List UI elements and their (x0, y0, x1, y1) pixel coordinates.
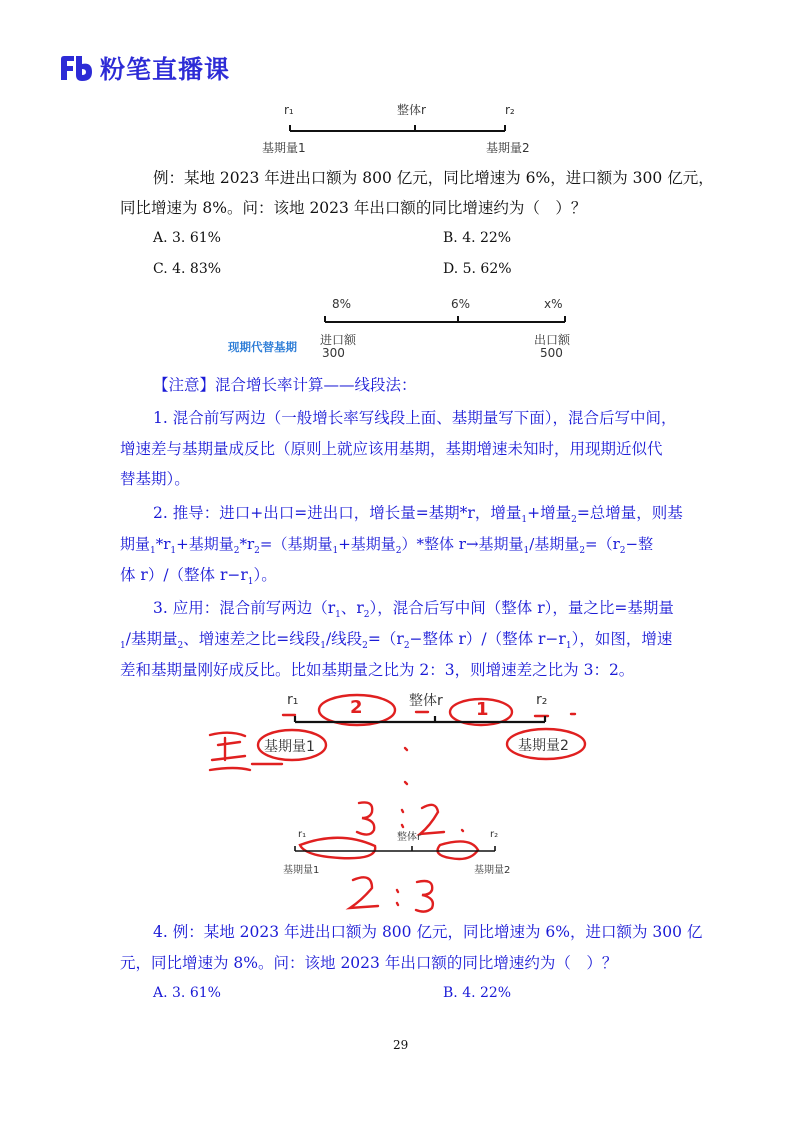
example2-line2: 元，同比增速为 8%。问：该地 2023 年出口额的同比增速约为（ ）？ (120, 954, 618, 972)
example2-option-a: A. 3. 61% (153, 985, 221, 1001)
example1-option-b: B. 4. 22% (443, 230, 512, 246)
base1-label: 基期量1 (264, 739, 315, 755)
overall-r-label: 整体r (397, 103, 426, 117)
note-p1-line1: 1. 混合前写两边（一般增长率写线段上面、基期量写下面），混合后写中间， (153, 409, 677, 427)
example2-line1: 4. 例：某地 2023 年进出口额为 800 亿元，同比增速为 6%，进口额为 300 亿 (153, 923, 703, 941)
example1-option-d: D. 5. 62% (443, 261, 512, 277)
base2-label: 基期量2 (474, 865, 511, 876)
example2-option-b: B. 4. 22% (443, 985, 512, 1001)
export-rate-label: x% (544, 297, 563, 311)
example1-line1: 例：某地 2023 年进出口额为 800 亿元，同比增速为 6%，进口额为 300 亿元， (153, 169, 714, 187)
overall-rate-label: 6% (451, 297, 471, 311)
export-label: 出口额 (534, 333, 571, 347)
base1-label: 基期量1 (283, 865, 320, 876)
note-p3-line1: 3. 应用：混合前写两边（$r_1$、$r_2$），混合后写中间（整体 r），量之比=基期量 (153, 599, 674, 621)
base2-label: 基期量2 (518, 738, 569, 754)
note-p2-line3: 体 r）/（整体 $r-r_1$）。 (120, 566, 277, 588)
brand-name: 粉笔直播课 (100, 55, 231, 84)
segment-line (290, 846, 520, 856)
segment-line (280, 716, 580, 728)
current-for-base-tag: 现期代替基期 (228, 340, 297, 354)
base1-label: 基期量1 (262, 141, 306, 155)
r1-label: r₁ (284, 103, 294, 117)
r2-label: r₂ (490, 829, 499, 840)
page-number: 29 (393, 1038, 409, 1052)
note-p1-line2: 增速差与基期量成反比（原则上就应该用基期，基期增速未知时，用现期近似代 (120, 440, 663, 458)
r1-label: r₁ (287, 692, 299, 708)
note-p2-line1: 2. 推导：进口+出口=进出口，增长量=基期*r，增量$_1$+增量$_2$=总增量，则基 (153, 504, 683, 526)
r2-label: r₂ (505, 103, 515, 117)
example1-option-a: A. 3. 61% (153, 230, 221, 246)
example1-line2: 同比增速为 8%。问：该地 2023 年出口额的同比增速约为（ ）？ (120, 199, 587, 217)
handwritten-1: 1 (476, 699, 489, 720)
note-title: 【注意】混合增长率计算——线段法： (153, 376, 417, 394)
overall-r-label: 整体r (397, 832, 422, 843)
example1-option-c: C. 4. 83% (153, 261, 222, 277)
r1-label: r₁ (298, 829, 307, 840)
note-p3-line2: $_1$/基期量$_2$、增速差之比=线段$_1$/线段$_2=(r_2-$整体 r）/（整体 $r-r_1$），如图，增速 (120, 630, 673, 652)
handwritten-2: 2 (350, 697, 363, 718)
note-p3-line3: 差和基期量刚好成反比。比如基期量之比为 2：3，则增速差之比为 3：2。 (120, 661, 635, 679)
import-rate-label: 8% (332, 297, 352, 311)
import-label: 进口额 (320, 333, 357, 347)
base2-label: 基期量2 (486, 141, 530, 155)
r2-label: r₂ (536, 692, 548, 708)
overall-r-label: 整体r (409, 693, 443, 709)
export-value: 500 (540, 346, 563, 360)
note-p2-line2: 期量$_1*r_1+$基期量$_2*r_2=$（基期量$_1$+基期量$_2$）*整体 r→基期量$_1$/基期量$_2=(r_2-$整 (120, 535, 654, 556)
import-value: 300 (322, 346, 345, 360)
note-p1-line3: 替基期）。 (120, 470, 190, 488)
